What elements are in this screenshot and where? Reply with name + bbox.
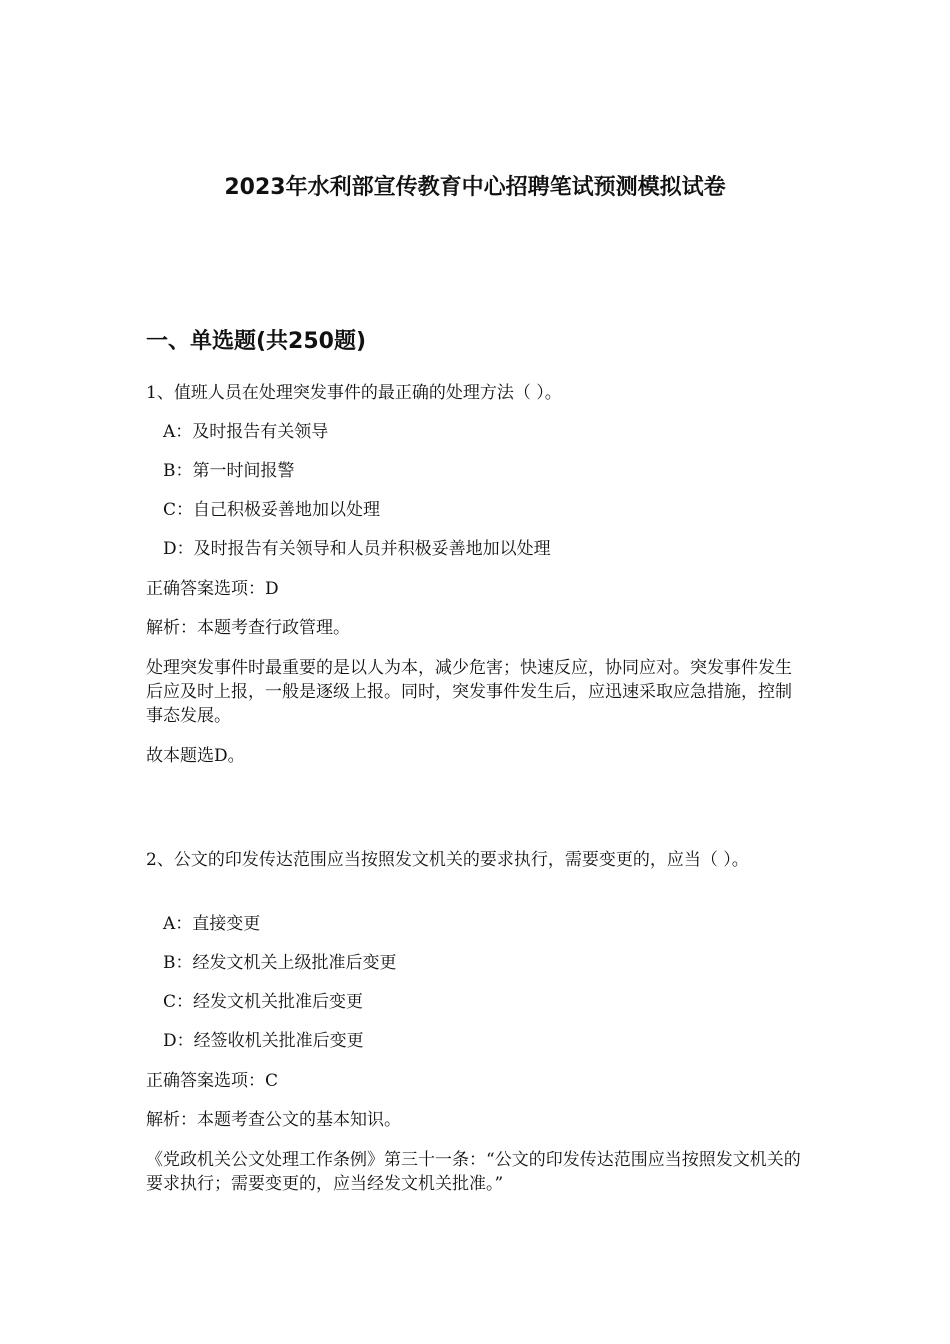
section-heading: 一、单选题(共250题) (146, 329, 367, 354)
question-2-explanation: 《党政机关公文处理工作条例》第三十一条：“公文的印发传达范围应当按照发文机关的要求执行；需要变更的，应当经发文机关批准。” (146, 1150, 801, 1194)
question-1-analysis: 解析：本题考查行政管理。 (146, 618, 350, 638)
question-1-answer: 正确答案选项：D (146, 579, 279, 599)
question-1-option-b: B：第一时间报警 (163, 461, 295, 481)
question-1-option-a: A：及时报告有关领导 (163, 422, 329, 442)
question-1-option-d: D：及时报告有关领导和人员并积极妥善地加以处理 (163, 539, 551, 559)
question-2-option-a: A：直接变更 (163, 914, 261, 934)
question-2-analysis: 解析：本题考查公文的基本知识。 (146, 1110, 401, 1130)
question-1-conclusion: 故本题选D。 (146, 746, 245, 766)
question-2-stem: 2、公文的印发传达范围应当按照发文机关的要求执行，需要变更的，应当（ ）。 (146, 850, 749, 870)
question-2-option-b: B：经发文机关上级批准后变更 (163, 953, 397, 973)
question-1-option-c: C：自己积极妥善地加以处理 (163, 500, 381, 520)
question-2-answer: 正确答案选项：C (146, 1071, 279, 1091)
question-2-option-d: D：经签收机关批准后变更 (163, 1031, 364, 1051)
document-title: 2023年水利部宣传教育中心招聘笔试预测模拟试卷 (224, 175, 726, 200)
question-1-explanation: 处理突发事件时最重要的是以人为本，减少危害；快速反应，协同应对。突发事件发生后应及时上报，一般是逐级上报。同时，突发事件发生后，应迅速采取应急措施，控制事态发展。 (146, 658, 792, 726)
question-2-option-c: C：经发文机关批准后变更 (163, 992, 364, 1012)
question-1-stem: 1、值班人员在处理突发事件的最正确的处理方法（ ）。 (146, 383, 562, 403)
